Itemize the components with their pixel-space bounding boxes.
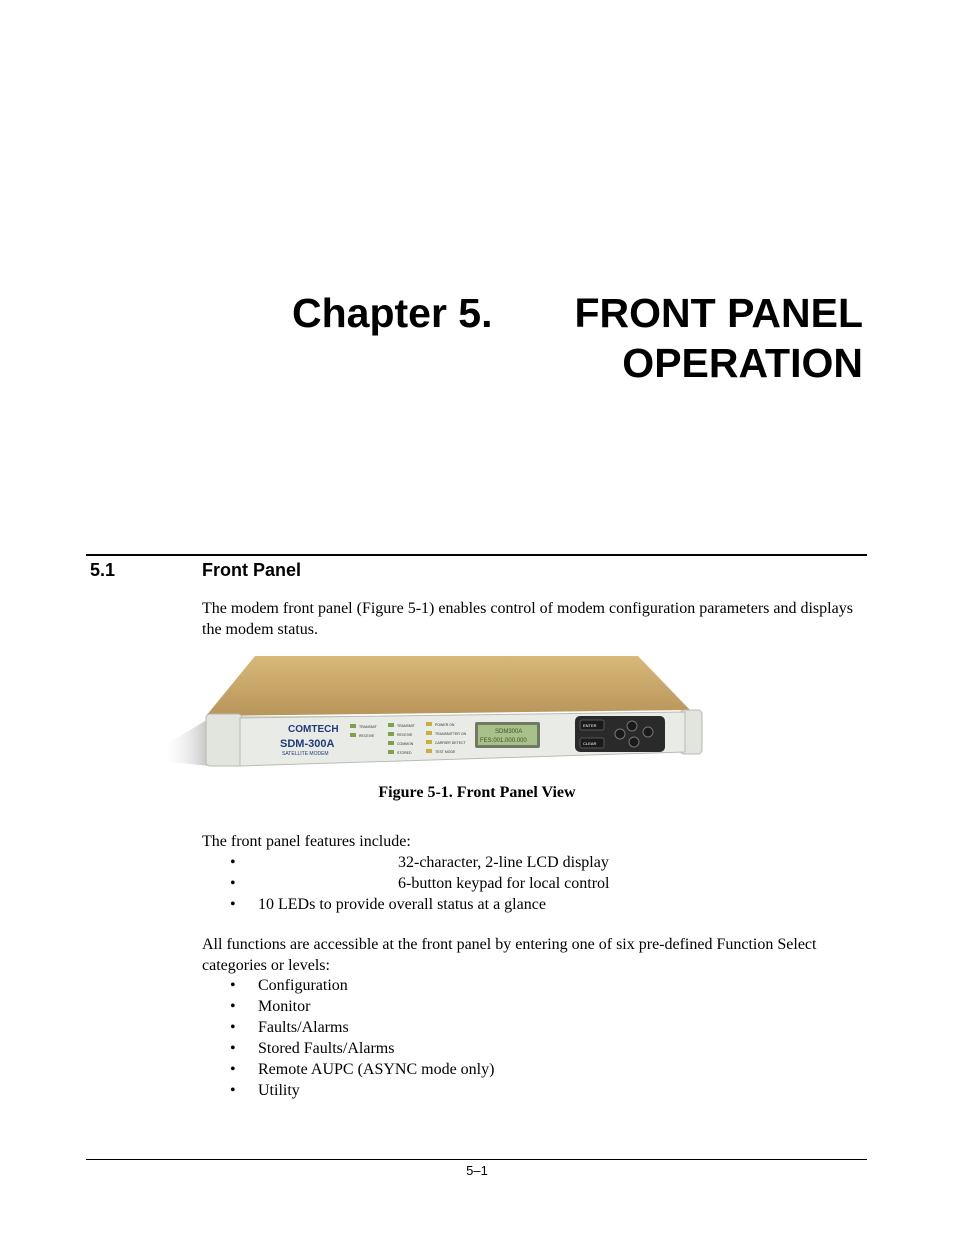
led-label: TRANSMITTER ON — [435, 732, 467, 736]
list-item: • 32-character, 2-line LCD display — [230, 854, 609, 871]
led — [388, 741, 394, 745]
modem-lid — [206, 656, 690, 716]
lcd-line2: FES:001.000.000 — [480, 738, 527, 744]
arrow-down-button — [629, 737, 639, 747]
bullet: • — [230, 1082, 236, 1099]
led — [426, 740, 432, 744]
arrow-left-button — [615, 729, 625, 739]
bullet: • — [230, 854, 236, 871]
led-label: CARRIER DETECT — [435, 741, 466, 745]
figure-caption: Figure 5-1. Front Panel View — [378, 784, 576, 801]
bullet: • — [230, 1040, 236, 1057]
features-lead: The front panel features include: — [202, 833, 411, 850]
bullet: • — [230, 875, 236, 892]
led — [350, 724, 356, 728]
led-label: RECEIVE — [397, 733, 413, 737]
list-item: • 6-button keypad for local control — [230, 875, 610, 892]
arrow-up-button — [627, 721, 637, 731]
features-list — [230, 852, 610, 915]
led-label: TRANSMIT — [359, 725, 377, 729]
led-label: POWER ON — [435, 723, 455, 727]
led — [388, 723, 394, 727]
led — [426, 749, 432, 753]
bullet: • — [230, 1061, 236, 1078]
section-title: Front Panel — [202, 560, 302, 580]
model-label: SDM-300A — [280, 738, 335, 750]
brand-logo: COMTECH — [288, 724, 339, 735]
lcd-line1: SDM300A — [495, 729, 523, 735]
intro-paragraph: The modem front panel (Figure 5-1) enables control of modem configuration parameters and displays the modem status. — [202, 600, 853, 638]
footer-rule — [86, 1159, 867, 1160]
bullet: • — [230, 977, 236, 994]
bullet: • — [230, 896, 236, 913]
clear-label: CLEAR — [583, 741, 597, 746]
list-item: • Configuration — [230, 977, 348, 994]
list-item: • Utility — [230, 1082, 300, 1099]
led — [426, 731, 432, 735]
list-item: • 10 LEDs to provide overall status at a glance — [230, 896, 546, 913]
arrow-right-button — [643, 727, 653, 737]
led-label: TEST MODE — [435, 750, 456, 754]
chapter-title-line2: OPERATION — [622, 340, 863, 386]
rack-ear-left — [206, 714, 242, 766]
led — [426, 722, 432, 726]
led-label: TRANSMIT — [397, 724, 415, 728]
functions-lead: All functions are accessible at the front panel by entering one of six pre-defined Function Select categories or levels: — [202, 936, 817, 974]
chapter-number: Chapter 5. — [291, 290, 493, 336]
bullet: • — [230, 998, 236, 1015]
section-rule — [86, 554, 867, 556]
enter-label: ENTER — [583, 723, 597, 728]
list-item: • Remote AUPC (ASYNC mode only) — [230, 1061, 495, 1078]
led — [350, 733, 356, 737]
led — [388, 750, 394, 754]
functions-list — [230, 975, 494, 1101]
shadow-shape — [160, 718, 210, 766]
page-number: 5–1 — [466, 1163, 488, 1178]
list-item: • Faults/Alarms — [230, 1019, 349, 1036]
led-label: COMMON — [397, 742, 414, 746]
list-item: • Stored Faults/Alarms — [230, 1040, 395, 1057]
section-number: 5.1 — [90, 560, 116, 580]
front-panel-figure — [160, 652, 705, 774]
list-item: • Monitor — [230, 998, 311, 1015]
chapter-title-line1: FRONT PANEL — [574, 290, 863, 336]
bullet: • — [230, 1019, 236, 1036]
led-label: RECEIVE — [359, 734, 375, 738]
chapter-title — [180, 288, 863, 388]
led — [388, 732, 394, 736]
subtitle-label: SATELLITE MODEM — [282, 751, 329, 757]
led-label: STORED — [397, 751, 412, 755]
